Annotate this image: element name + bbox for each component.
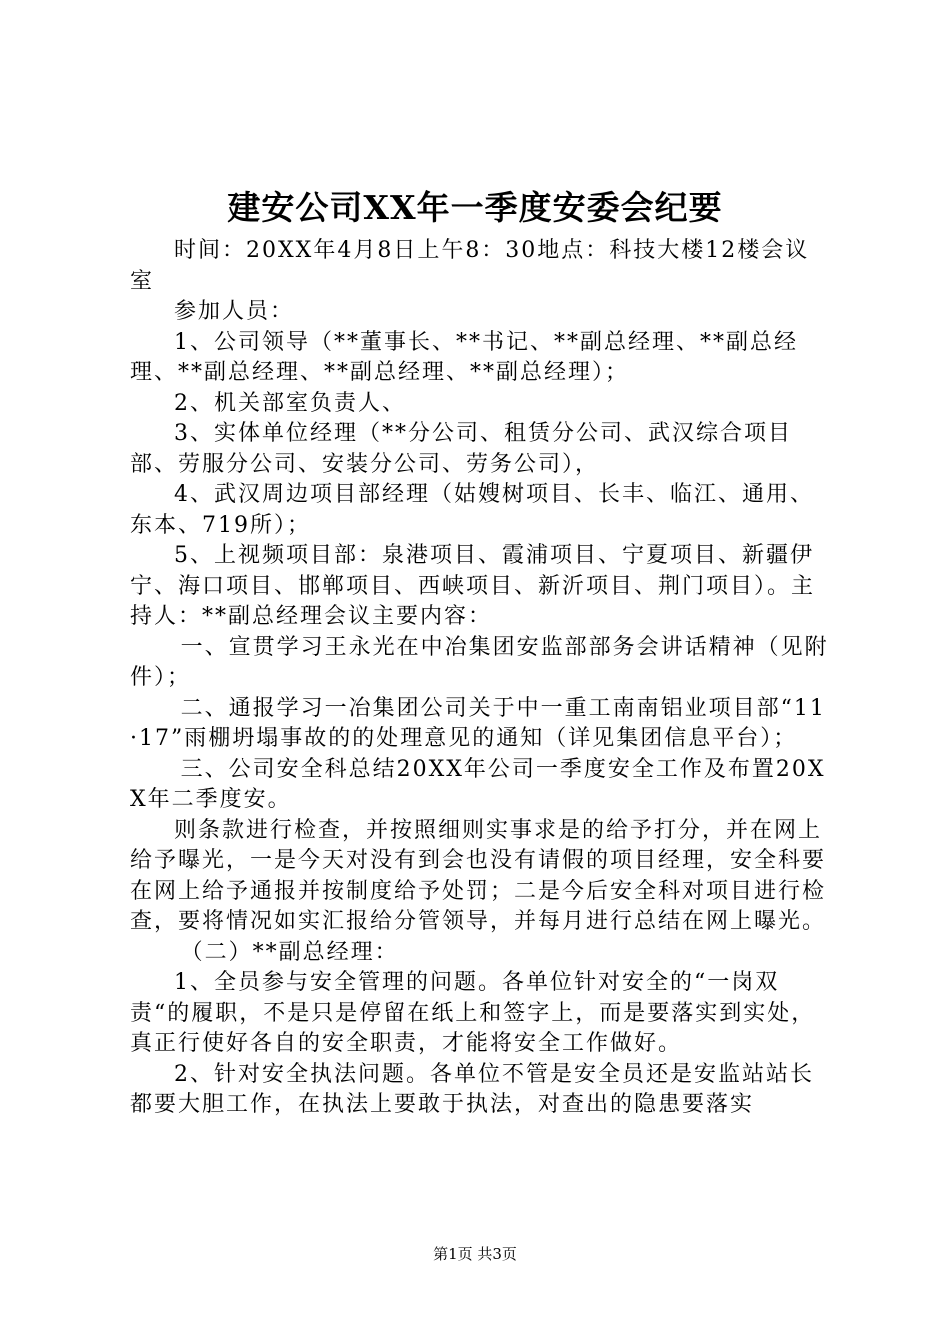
paragraph-attendees-video-projects: 5、上视频项目部：泉港项目、霞浦项目、宁夏项目、新疆伊宁、海口项目、邯郸项目、西峡项目、新沂项目、荆门项目）。主持人：**副总经理会议主要内容： bbox=[130, 543, 816, 629]
document-body bbox=[130, 236, 830, 1121]
paragraph-point-one: 1、全员参与安全管理的问题。各单位针对安全的“一岗双责“的履职，不是只是停留在纸上和签字上，而是要落实到实处，真正行使好各自的安全职责，才能将安全工作做好。 bbox=[130, 970, 816, 1056]
paragraph-attendees-heading: 参加人员： bbox=[174, 299, 295, 324]
paragraph-attendees-departments: 2、机关部室负责人、 bbox=[174, 390, 406, 416]
paragraph-attendees-wuhan-projects: 4、武汉周边项目部经理（姑嫂树项目、长丰、临江、通用、东本、719所）； bbox=[130, 482, 814, 538]
paragraph-item-three: 三、公司安全科总结20XX年公司一季度安全工作及布置20XX年二季度安。 bbox=[130, 756, 826, 812]
document-title: 建安公司XX年一季度安委会纪要 bbox=[227, 188, 723, 227]
paragraph-item-one: 一、宣贯学习王永光在中冶集团安监部部务会讲话精神（见附件）； bbox=[130, 634, 829, 690]
paragraph-item-two: 二、通报学习一冶集团公司关于中一重工南南铝业项目部“11·17”雨棚坍塌事故的的处理意见的通知（详见集团信息平台）； bbox=[130, 695, 826, 751]
paragraph-attendees-units: 3、实体单位经理（**分公司、租赁分公司、武汉综合项目部、劳服分公司、安装分公司、劳务公司）， bbox=[130, 421, 792, 477]
paragraph-inspection: 则条款进行检查，并按照细则实事求是的给予打分，并在网上给予曝光，一是今天对没有到会也没有请假的项目经理，安全科要在网上给予通报并按制度给予处罚；二是今后安全科对项目进行检查，要将情况如实汇报给分管领导，并每月进行总结在网上曝光。 bbox=[130, 817, 827, 934]
paragraph-point-two: 2、针对安全执法问题。各单位不管是安全员还是安监站站长都要大胆工作，在执法上要敢于执法，对查出的隐患要落实 bbox=[130, 1061, 814, 1117]
paragraph-section-two-heading: （二）**副总经理： bbox=[180, 939, 399, 965]
paragraph-attendees-leaders: 1、公司领导（**董事长、**书记、**副总经理、**副总经理、**副总经理、**副总经理、**副总经理）； bbox=[130, 329, 798, 385]
paragraph-time-location: 时间：20XX年4月8日上午8：30地点：科技大楼12楼会议室 bbox=[130, 238, 810, 294]
page-footer: 第1页 共3页 bbox=[433, 1245, 517, 1263]
